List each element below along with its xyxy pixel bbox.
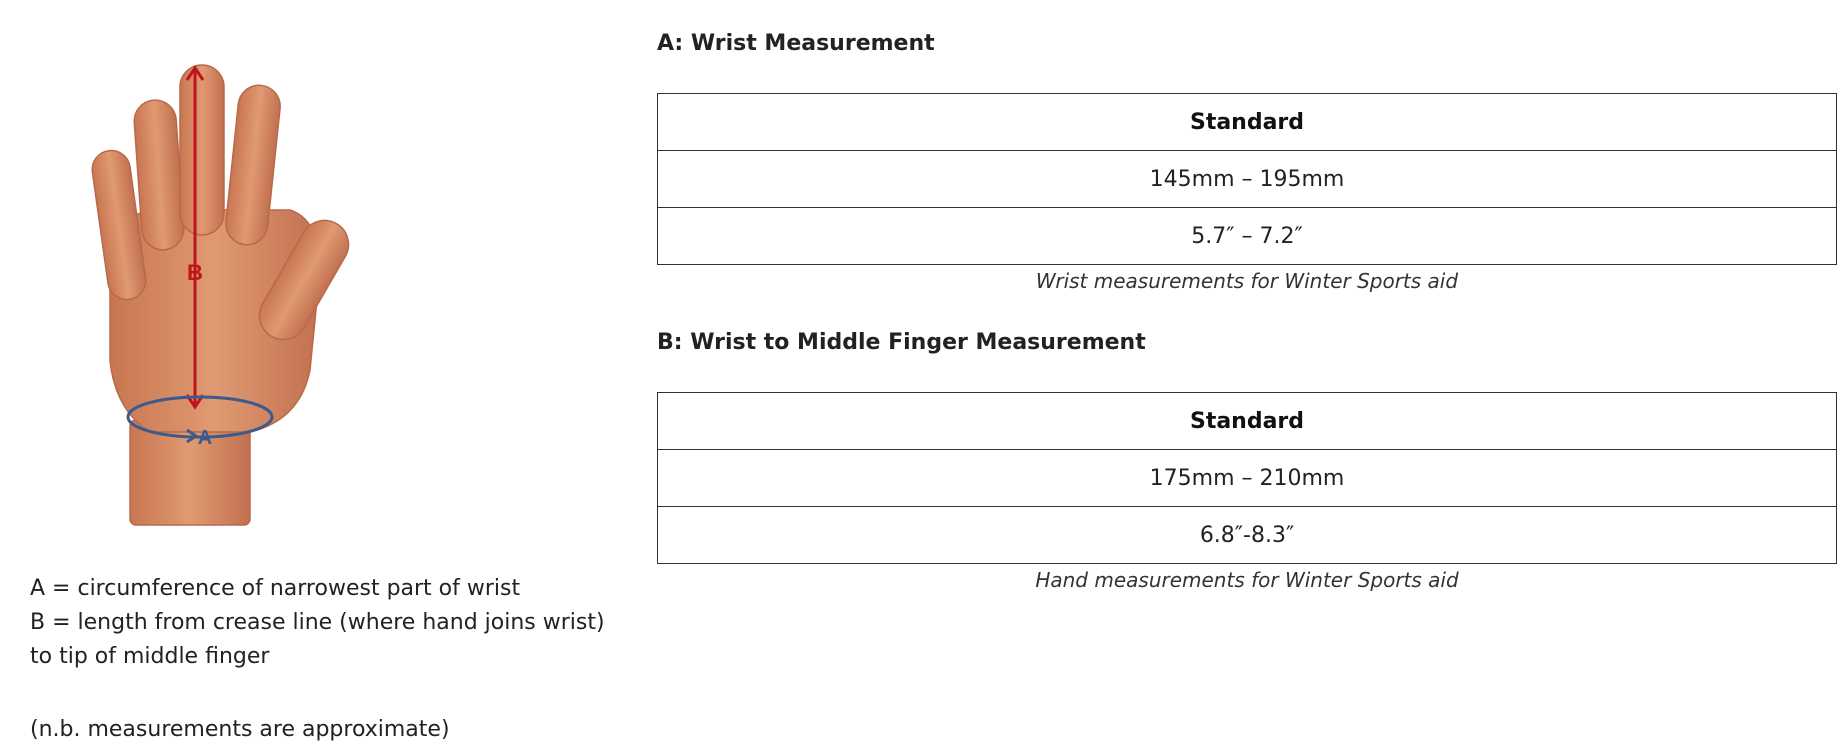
table-row [658,151,1837,208]
legend-a: A = circumference of narrowest part of wrist [30,576,521,601]
label-a: A [197,427,213,449]
hand-measurement-figure [90,60,410,530]
section-wrist [657,28,1837,295]
table-row [658,450,1837,507]
table-header-row [658,393,1837,450]
table-header-cell: Standard [658,393,1837,450]
hand-table [657,392,1837,564]
section-a-caption: Wrist measurements for Winter Sports aid [1035,269,1459,293]
table-header-row [658,94,1837,151]
table-header-cell: Standard [658,94,1837,151]
table-cell: 5.7″ – 7.2″ [658,208,1837,265]
legend-note: (n.b. measurements are approximate) [30,717,450,742]
hand-silhouette [90,65,357,525]
table-row [658,208,1837,265]
section-b-heading: B: Wrist to Middle Finger Measurement [657,330,1146,355]
wrist-table [657,93,1837,265]
label-b: B [187,260,203,285]
section-a-heading: A: Wrist Measurement [657,31,935,56]
table-cell: 145mm – 195mm [658,151,1837,208]
section-hand [657,327,1837,594]
right-column [657,28,1837,594]
hand-diagram [90,60,410,530]
table-cell: 175mm – 210mm [658,450,1837,507]
measurement-legend [30,572,630,747]
legend-b: B = length from crease line (where hand joins wrist) to tip of middle finger [30,610,605,669]
section-b-caption: Hand measurements for Winter Sports aid [1035,568,1459,592]
table-row [658,507,1837,564]
table-cell: 6.8″-8.3″ [658,507,1837,564]
